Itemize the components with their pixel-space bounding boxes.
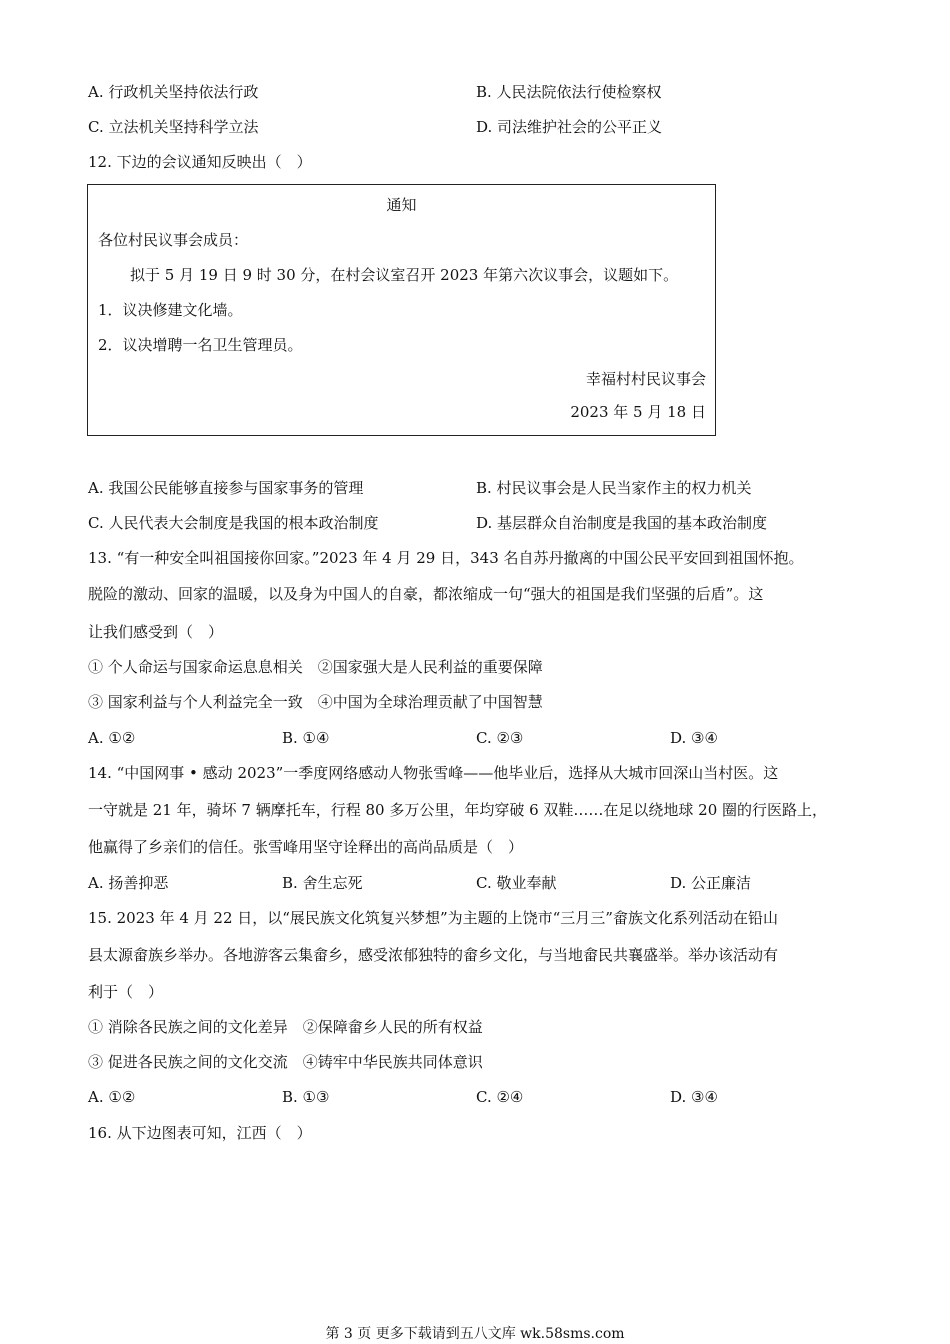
q12-option-d: D. 基层群众自治制度是我国的基本政治制度	[476, 514, 768, 532]
q16-stem: 16. 从下边图表可知，江西（ ）	[88, 1124, 312, 1142]
notice-date: 2023 年 5 月 18 日	[570, 403, 706, 421]
q12-stem: 12. 下边的会议通知反映出（ ）	[88, 153, 312, 171]
q15-stem-line-1: 15. 2023 年 4 月 22 日，以“展民族文化筑复兴梦想”为主题的上饶市“三月三”畲族文化系列活动在铅山	[88, 909, 778, 927]
q13-stem-line-2: 脱险的激动、回家的温暖，以及身为中国人的自豪，都浓缩成一句“强大的祖国是我们坚强的后盾”。这	[88, 585, 764, 603]
q15-option-d: D. ③④	[670, 1088, 718, 1106]
q15-option-c: C. ②④	[476, 1088, 524, 1106]
q14-option-d: D. 公正廉洁	[670, 874, 752, 892]
q11-option-b: B. 人民法院依法行使检察权	[476, 83, 662, 101]
q14-stem-line-3: 他赢得了乡亲们的信任。张雪峰用坚守诠释出的高尚品质是（ ）	[88, 838, 524, 856]
q14-option-b: B. 舍生忘死	[282, 874, 363, 892]
q13-statements-1: ① 个人命运与国家命运息息相关 ②国家强大是人民利益的重要保障	[88, 658, 543, 676]
q12-option-b: B. 村民议事会是人民当家作主的权力机关	[476, 479, 752, 497]
q11-option-a: A. 行政机关坚持依法行政	[88, 83, 259, 101]
q15-stem-line-2: 县太源畲族乡举办。各地游客云集畲乡，感受浓郁独特的畲乡文化，与当地畲民共襄盛举。举办该活动有	[88, 946, 779, 964]
q12-option-a: A. 我国公民能够直接参与国家事务的管理	[88, 479, 364, 497]
q14-option-a: A. 扬善抑恶	[88, 874, 169, 892]
notice-signature: 幸福村村民议事会	[585, 370, 706, 388]
q15-option-b: B. ①③	[282, 1088, 330, 1106]
q13-stem-line-3: 让我们感受到（ ）	[88, 623, 224, 641]
q14-stem-line-2: 一守就是 21 年，骑坏 7 辆摩托车，行程 80 多万公里，年均穿破 6 双鞋……在足以绕地球 20 圈的行医路上，	[88, 801, 828, 819]
notice-title: 通知	[386, 196, 417, 214]
q11-option-d: D. 司法维护社会的公平正义	[476, 118, 663, 136]
q13-option-b: B. ①④	[282, 729, 330, 747]
q14-option-c: C. 敬业奉献	[476, 874, 557, 892]
q15-statements-1: ① 消除各民族之间的文化差异 ②保障畲乡人民的所有权益	[88, 1018, 483, 1036]
q13-stem-line-1: 13. “有一种安全叫祖国接你回家。”2023 年 4 月 29 日，343 名自苏丹撤离的中国公民平安回到祖国怀抱。	[88, 549, 804, 567]
meeting-notice-box	[87, 184, 716, 436]
notice-item-2: 2．议决增聘一名卫生管理员。	[98, 336, 303, 354]
notice-item-1: 1．议决修建文化墙。	[98, 301, 243, 319]
q15-stem-line-3: 利于（ ）	[88, 983, 164, 1001]
notice-greeting: 各位村民议事会成员：	[98, 231, 249, 249]
page-footer: 第 3 页 更多下载请到五八文库 wk.58sms.com	[325, 1326, 625, 1342]
q15-statements-2: ③ 促进各民族之间的文化交流 ④铸牢中华民族共同体意识	[88, 1053, 483, 1071]
q13-statements-2: ③ 国家利益与个人利益完全一致 ④中国为全球治理贡献了中国智慧	[88, 693, 543, 711]
q13-option-d: D. ③④	[670, 729, 718, 747]
q14-stem-line-1: 14. “中国网事 • 感动 2023”一季度网络感动人物张雪峰——他毕业后，选择从大城市回深山当村医。这	[88, 764, 779, 782]
q13-option-a: A. ①②	[88, 729, 136, 747]
q13-option-c: C. ②③	[476, 729, 524, 747]
q11-option-c: C. 立法机关坚持科学立法	[88, 118, 259, 136]
q12-option-c: C. 人民代表大会制度是我国的根本政治制度	[88, 514, 379, 532]
q15-option-a: A. ①②	[88, 1088, 136, 1106]
notice-body: 拟于 5 月 19 日 9 时 30 分，在村会议室召开 2023 年第六次议事会，议题如下。	[130, 266, 679, 284]
